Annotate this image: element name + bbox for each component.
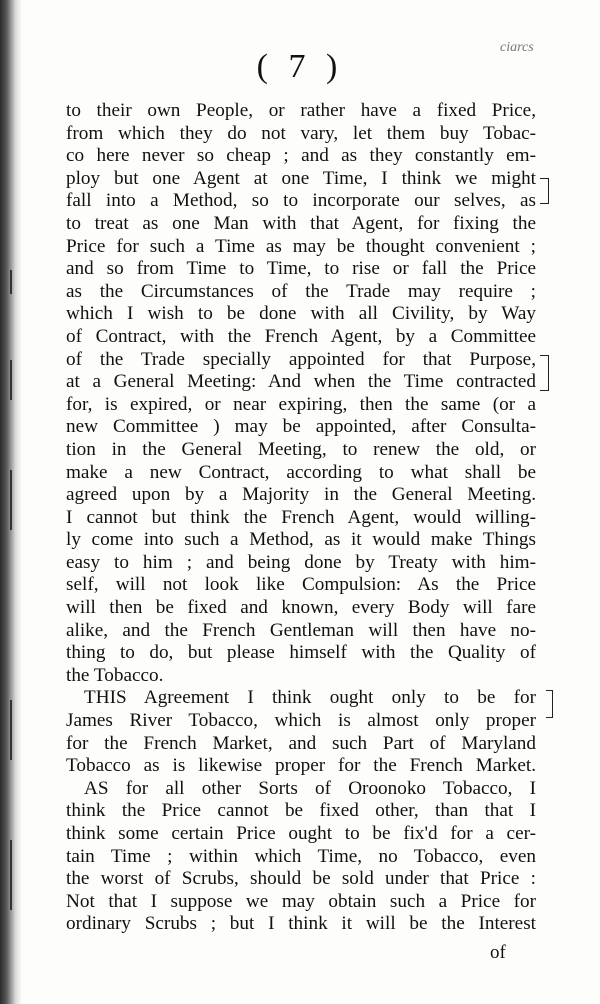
text-line: and so from Time to Time, to rise or fall the Price	[66, 258, 536, 280]
text-line: ordinary Scrubs ; but I think it will be the Interest	[66, 913, 536, 935]
text-line: tain Time ; within which Time, no Tobacco, even	[66, 845, 536, 867]
gutter-mark	[10, 840, 12, 910]
text-line: agreed upon by a Majority in the General Meeting.	[66, 484, 536, 506]
text-line: Not that I suppose we may obtain such a Price for	[66, 890, 536, 912]
corner-smudge: ciarcs	[500, 40, 534, 55]
paragraph-start-line: AS for all other Sorts of Oroonoko Tobacco, I	[84, 777, 536, 799]
text-line: Tobacco as is likewise proper for the French Market.	[66, 755, 536, 777]
text-line: for, is expired, or near expiring, then the same (or a	[66, 393, 536, 415]
text-line: of the Trade specially appointed for that Purpose,	[66, 348, 536, 370]
text-line: alike, and the French Gentleman will then have no-	[66, 619, 536, 641]
text-line: will then be fixed and known, every Body will fare	[66, 597, 536, 619]
gutter-mark	[10, 360, 12, 400]
text-line: James River Tobacco, which is almost only proper	[66, 710, 536, 732]
text-line: easy to him ; and being done by Treaty with him-	[66, 551, 536, 573]
text-line: think the Price cannot be fixed other, than that I	[66, 800, 536, 822]
gutter-mark	[10, 270, 12, 294]
text-line: fall into a Method, so to incorporate our selves, as	[66, 190, 536, 212]
text-line: co here never so cheap ; and as they constantly em-	[66, 145, 536, 167]
text-line: I cannot but think the French Agent, would willing-	[66, 506, 536, 528]
text-line: make a new Contract, according to what shall be	[66, 461, 536, 483]
text-line: which I wish to be done with all Civility, by Way	[66, 303, 536, 325]
text-line: to treat as one Man with that Agent, for fixing the	[66, 212, 536, 234]
text-line: self, will not look like Compulsion: As the Price	[66, 574, 536, 596]
text-line: new Committee ) may be appointed, after Consulta-	[66, 416, 536, 438]
text-line: to their own People, or rather have a fixed Price,	[66, 100, 536, 121]
page-gutter-shadow	[0, 0, 22, 1004]
text-line: the Tobacco.	[66, 664, 164, 686]
paragraph-start-line: THIS Agreement I think ought only to be for	[84, 687, 536, 709]
catchword: of	[490, 942, 506, 963]
text-line: for the French Market, and such Part of Maryland	[66, 732, 536, 754]
gutter-mark	[10, 700, 12, 760]
margin-bracket-mark	[540, 355, 549, 391]
text-line: as the Circumstances of the Trade may require ;	[66, 280, 536, 302]
text-line: from which they do not vary, let them buy Tobac-	[66, 122, 536, 144]
text-line: ly come into such a Method, as it would make Things	[66, 529, 536, 551]
text-line: think some certain Price ought to be fix'd for a cer-	[66, 823, 536, 844]
gutter-mark	[10, 470, 12, 530]
margin-bracket-mark	[546, 690, 553, 718]
text-line: tion in the General Meeting, to renew the old, or	[66, 438, 536, 460]
text-line: of Contract, with the French Agent, by a Committee	[66, 325, 536, 347]
text-line: thing to do, but please himself with the Quality of	[66, 642, 536, 664]
text-line: ploy but one Agent at one Time, I think we might	[66, 167, 536, 189]
text-line: at a General Meeting: And when the Time contracted	[66, 371, 536, 393]
text-line: the worst of Scrubs, should be sold under that Price :	[66, 868, 536, 890]
text-line: Price for such a Time as may be thought convenient ;	[66, 235, 536, 257]
body-text	[66, 100, 536, 936]
margin-bracket-mark	[540, 178, 549, 204]
page-number: ( 7 )	[256, 48, 344, 85]
